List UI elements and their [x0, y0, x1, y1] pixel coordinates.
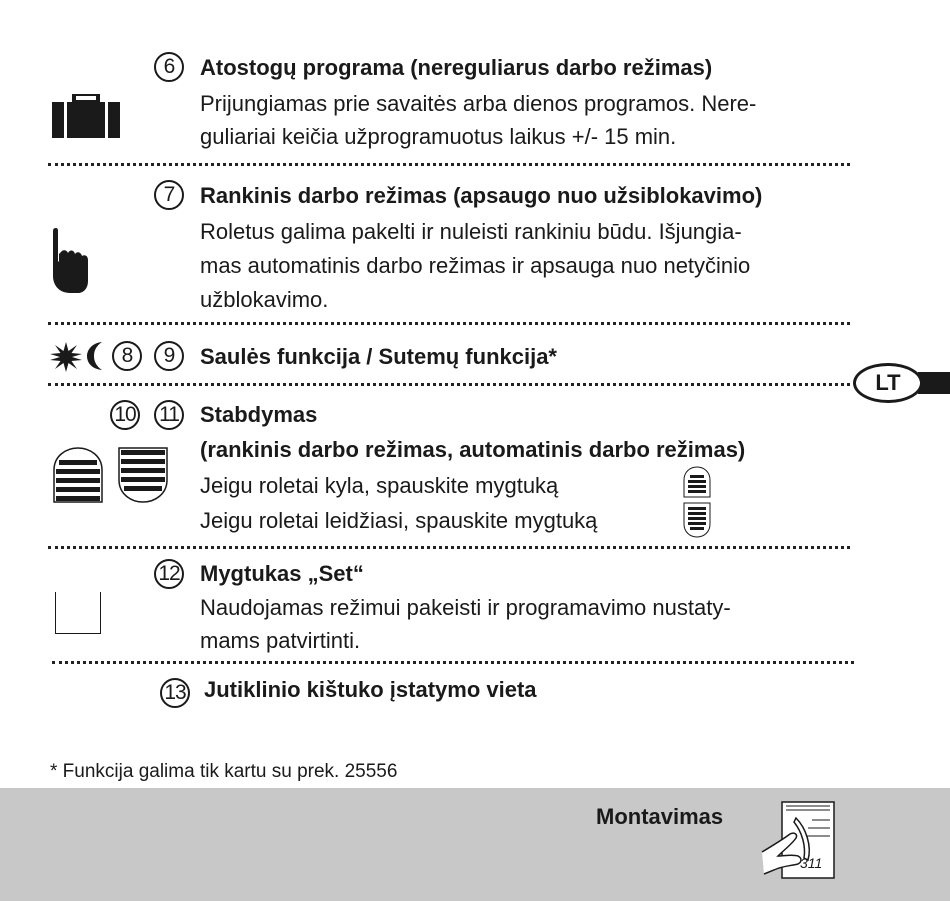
set-button-icon [55, 592, 101, 634]
footnote: * Funkcija galima tik kartu su prek. 25556 [50, 761, 398, 782]
down-button-icon [117, 446, 169, 509]
section-title-sun-dusk-function: Saulės funkcija / Sutemų funkcija* [200, 344, 557, 369]
section-text-line: Jeigu roletai kyla, spauskite mygtuką [200, 473, 559, 498]
section-number-9: 9 [154, 341, 184, 371]
hand-icon [50, 226, 90, 299]
section-number-6: 6 [154, 52, 184, 82]
up-button-icon-small [683, 466, 711, 503]
section-number-11: 11 [154, 400, 184, 430]
section-number-7: 7 [154, 180, 184, 210]
section-subtitle-stop: (rankinis darbo režimas, automatinis darbo režimas) [200, 437, 746, 462]
section-text-line: Naudojamas režimui pakeisti ir programavimo nustaty- [200, 595, 731, 620]
installation-icon [760, 798, 840, 887]
dotted-separator [48, 383, 850, 386]
section-title-holiday-program: Atostogų programa (nereguliarus darbo režimas) [200, 55, 713, 80]
section-title-stop: Stabdymas [200, 402, 318, 427]
section-text-line: Prijungiamas prie savaitės arba dienos programos. Nere- [200, 91, 757, 116]
section-title-sensor-slot: Jutiklinio kištuko įstatymo vieta [204, 677, 537, 702]
section-number-13: 13 [160, 678, 190, 708]
language-tab: LT [853, 363, 923, 403]
dotted-separator [48, 322, 850, 325]
section-number-8: 8 [112, 341, 142, 371]
dotted-separator [52, 661, 854, 664]
section-text-line: mas automatinis darbo režimas ir apsauga nuo netyčinio [200, 253, 751, 278]
page-number: 311 [800, 855, 823, 871]
sun-icon [50, 342, 82, 377]
section-text-line: Roletus galima pakelti ir nuleisti rankiniu būdu. Išjungia- [200, 219, 742, 244]
down-button-icon-small [683, 502, 711, 543]
section-text-line: guliariai keičia užprogramuotus laikus +/- 15 min. [200, 124, 677, 149]
page-footer [0, 788, 950, 901]
moon-icon [86, 341, 108, 376]
section-number-12: 12 [154, 559, 184, 589]
up-button-icon [52, 446, 104, 509]
suitcase-icon [52, 94, 120, 143]
footer-section-title: Montavimas [596, 804, 724, 829]
dotted-separator [48, 546, 850, 549]
section-text-line: Jeigu roletai leidžiasi, spauskite mygtuką [200, 508, 598, 533]
section-title-manual-mode: Rankinis darbo režimas (apsaugo nuo užsiblokavimo) [200, 183, 763, 208]
dotted-separator [48, 163, 850, 166]
section-number-10: 10 [110, 400, 140, 430]
section-text-line: užblokavimo. [200, 287, 329, 312]
section-text-line: mams patvirtinti. [200, 628, 361, 653]
section-title-set-button: Mygtukas „Set“ [200, 561, 364, 586]
